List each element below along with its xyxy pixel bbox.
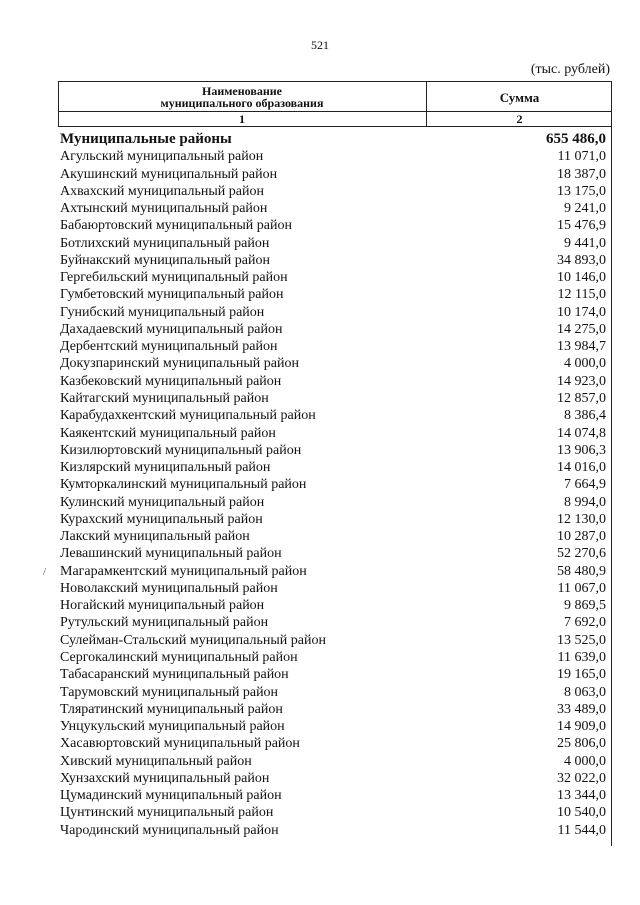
- table-row: [60, 390, 612, 407]
- table-row: [60, 217, 612, 234]
- district-name: Каякентский муниципальный район: [60, 425, 276, 441]
- table-row: [60, 563, 612, 580]
- district-name: Бабаюртовский муниципальный район: [60, 218, 292, 234]
- district-name: Ахтынский муниципальный район: [60, 201, 268, 217]
- district-amount: 8 386,4: [564, 408, 606, 424]
- district-name: Унцукульский муниципальный район: [60, 719, 285, 735]
- district-name: Сулейман-Стальский муниципальный район: [60, 632, 326, 648]
- district-name: Докузпаринский муниципальный район: [60, 356, 299, 372]
- district-amount: 33 489,0: [557, 701, 606, 717]
- table-row: [60, 632, 612, 649]
- table-row: [60, 528, 612, 545]
- district-amount: 8 994,0: [564, 494, 606, 510]
- total-amount: 655 486,0: [546, 131, 606, 147]
- header-name-line1: Наименование: [202, 84, 282, 98]
- district-name: Дахадаевский муниципальный район: [60, 321, 283, 337]
- district-amount: 10 540,0: [557, 805, 606, 821]
- district-amount: 4 000,0: [564, 356, 606, 372]
- header-col2-number: 2: [516, 112, 523, 126]
- district-amount: 14 016,0: [557, 460, 606, 476]
- district-name: Гергебильский муниципальный район: [60, 270, 288, 286]
- district-name: Сергокалинский муниципальный район: [60, 649, 298, 665]
- table-row: [60, 684, 612, 701]
- district-amount: 11 071,0: [557, 149, 606, 165]
- district-name: Ногайский муниципальный район: [60, 598, 265, 614]
- table-row: [60, 701, 612, 718]
- district-amount: 15 476,9: [557, 218, 606, 234]
- table-row: [60, 304, 612, 321]
- district-amount: 11 639,0: [557, 649, 606, 665]
- district-amount: 7 664,9: [564, 477, 606, 493]
- table-row: [60, 804, 612, 821]
- table-row: [60, 200, 612, 217]
- district-name: Гумбетовский муниципальный район: [60, 287, 284, 303]
- district-name: Хасавюртовский муниципальный район: [60, 736, 300, 752]
- margin-mark: /: [43, 566, 47, 578]
- table-row: [60, 649, 612, 666]
- district-amount: 11 067,0: [557, 580, 606, 596]
- table-row: [60, 597, 612, 614]
- district-amount: 4 000,0: [564, 753, 606, 769]
- district-amount: 9 869,5: [564, 598, 606, 614]
- district-amount: 32 022,0: [557, 770, 606, 786]
- district-amount: 18 387,0: [557, 166, 606, 182]
- district-name: Акушинский муниципальный район: [60, 166, 278, 182]
- units-note: (тыс. рублей): [530, 62, 610, 77]
- district-name: Курахский муниципальный район: [60, 511, 263, 527]
- table-row: [60, 269, 612, 286]
- district-name: Кизлярский муниципальный район: [60, 460, 271, 476]
- table-row: [60, 338, 612, 355]
- district-amount: 11 544,0: [557, 822, 606, 838]
- table-row: [60, 183, 612, 200]
- table-row: [60, 166, 612, 183]
- district-amount: 25 806,0: [557, 736, 606, 752]
- table-row: [60, 494, 612, 511]
- header-name-line2: муниципального образования: [160, 96, 324, 110]
- district-amount: 14 074,8: [557, 425, 606, 441]
- header-name: [58, 85, 426, 109]
- table-row: [60, 252, 612, 269]
- district-amount: 13 906,3: [557, 442, 606, 458]
- district-amount: 19 165,0: [557, 667, 606, 683]
- table-row: [60, 459, 612, 476]
- district-amount: 13 344,0: [557, 788, 606, 804]
- district-name: Казбековский муниципальный район: [60, 373, 282, 389]
- district-amount: 10 287,0: [557, 529, 606, 545]
- table-row: [60, 580, 612, 597]
- header-sum: Сумма: [499, 90, 540, 105]
- page-number: 521: [311, 38, 329, 52]
- table-row: [60, 148, 612, 165]
- table-top-rule: [58, 81, 612, 82]
- district-amount: 12 130,0: [557, 511, 606, 527]
- table-row: [60, 822, 612, 839]
- district-name: Кулинский муниципальный район: [60, 494, 265, 510]
- district-amount: 14 275,0: [557, 321, 606, 337]
- total-row: [60, 131, 612, 148]
- district-name: Цумадинский муниципальный район: [60, 788, 282, 804]
- table-row: [60, 787, 612, 804]
- total-name: Муниципальные районы: [60, 131, 232, 147]
- district-name: Табасаранский муниципальный район: [60, 667, 289, 683]
- district-name: Кумторкалинский муниципальный район: [60, 477, 307, 493]
- table-row: [60, 355, 612, 372]
- district-name: Чародинский муниципальный район: [60, 822, 279, 838]
- district-name: Хунзахский муниципальный район: [60, 770, 270, 786]
- table-row: [60, 735, 612, 752]
- table-row: [60, 286, 612, 303]
- district-name: Магарамкентский муниципальный район: [60, 563, 307, 579]
- district-amount: 10 174,0: [557, 304, 606, 320]
- district-amount: 13 175,0: [557, 183, 606, 199]
- district-name: Буйнакский муниципальный район: [60, 252, 270, 268]
- table-row: [60, 476, 612, 493]
- district-amount: 7 692,0: [564, 615, 606, 631]
- table-row: [60, 235, 612, 252]
- district-name: Агульский муниципальный район: [60, 149, 264, 165]
- table-row: [60, 407, 612, 424]
- district-name: Кизилюртовский муниципальный район: [60, 442, 302, 458]
- table-row: [60, 321, 612, 338]
- district-name: Гунибский муниципальный район: [60, 304, 265, 320]
- district-name: Кайтагский муниципальный район: [60, 390, 269, 406]
- table-row: [60, 373, 612, 390]
- district-name: Тляратинский муниципальный район: [60, 701, 283, 717]
- table-row: [60, 718, 612, 735]
- district-amount: 13 525,0: [557, 632, 606, 648]
- district-amount: 13 984,7: [557, 339, 606, 355]
- district-amount: 9 441,0: [564, 235, 606, 251]
- district-name: Хивский муниципальный район: [60, 753, 252, 769]
- table-row: [60, 753, 612, 770]
- district-amount: 8 063,0: [564, 684, 606, 700]
- district-name: Тарумовский муниципальный район: [60, 684, 279, 700]
- table-row: [60, 425, 612, 442]
- district-name: Ботлихский муниципальный район: [60, 235, 270, 251]
- district-name: Цунтинский муниципальный район: [60, 805, 274, 821]
- district-amount: 58 480,9: [557, 563, 606, 579]
- district-name: Рутульский муниципальный район: [60, 615, 269, 631]
- table-row: [60, 770, 612, 787]
- district-name: Ахвахский муниципальный район: [60, 183, 264, 199]
- district-name: Карабудахкентский муниципальный район: [60, 408, 316, 424]
- district-amount: 52 270,6: [557, 546, 606, 562]
- district-name: Лакский муниципальный район: [60, 529, 250, 545]
- district-amount: 12 115,0: [557, 287, 606, 303]
- district-name: Новолакский муниципальный район: [60, 580, 278, 596]
- district-amount: 14 909,0: [557, 719, 606, 735]
- district-name: Дербентский муниципальный район: [60, 339, 278, 355]
- table-row: [60, 666, 612, 683]
- table-row: [60, 614, 612, 631]
- district-name: Левашинский муниципальный район: [60, 546, 282, 562]
- district-amount: 10 146,0: [557, 270, 606, 286]
- district-amount: 14 923,0: [557, 373, 606, 389]
- header-col1-number: 1: [239, 112, 245, 126]
- table-row: [60, 442, 612, 459]
- table-row: [60, 511, 612, 528]
- district-amount: 9 241,0: [564, 201, 606, 217]
- district-amount: 34 893,0: [557, 252, 606, 268]
- table-row: [60, 545, 612, 562]
- district-amount: 12 857,0: [557, 390, 606, 406]
- table-body: [60, 131, 612, 839]
